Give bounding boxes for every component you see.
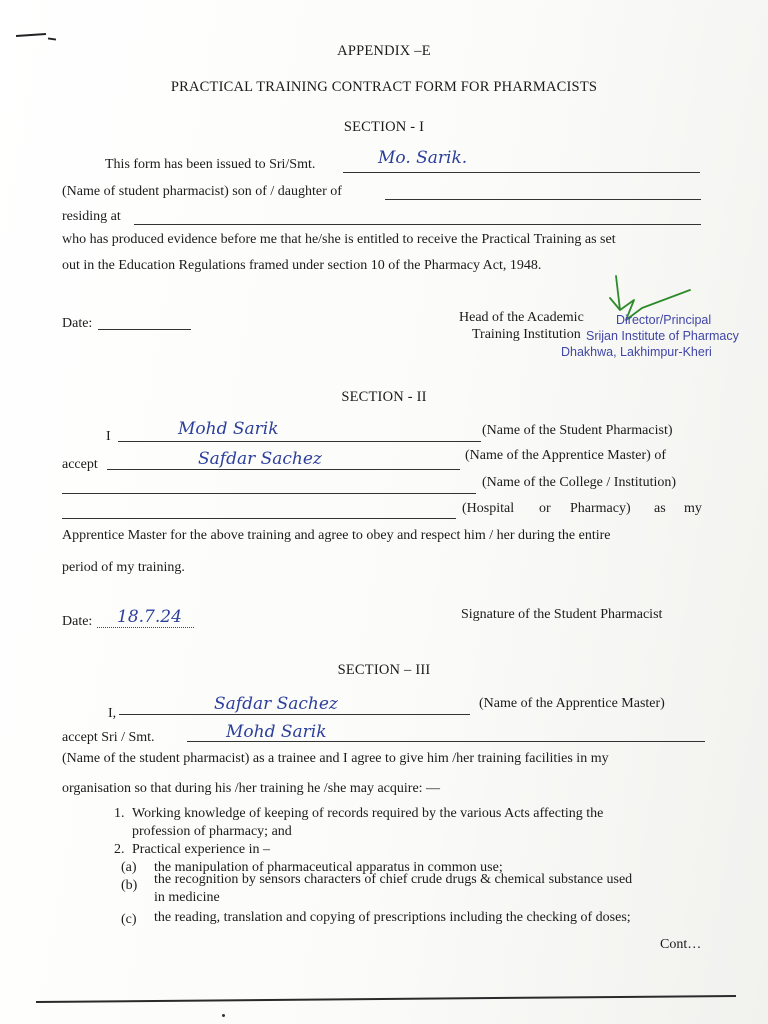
form-title: PRACTICAL TRAINING CONTRACT FORM FOR PHARMACISTS: [170, 79, 598, 95]
apprentice-text-line-2: period of my training.: [62, 560, 185, 575]
section-3-master-handwriting: Safdar Sachez: [214, 694, 338, 714]
item-1-number: 1.: [114, 806, 125, 821]
college-suffix: (Name of the College / Institution): [482, 475, 677, 490]
section-2-date-label: Date:: [62, 614, 93, 629]
section-3-heading: SECTION – III: [337, 662, 431, 678]
apprentice-master-line: [107, 469, 460, 470]
sub-item-c-label: (c): [121, 912, 137, 927]
stamp-line-3: Dhakhwa, Lakhimpur-Kheri: [561, 345, 712, 359]
stamp-line-2: Srijan Institute of Pharmacy: [586, 329, 739, 343]
sub-item-b-line-1: the recognition by sensors characters of chief crude drugs & chemical substance used: [154, 872, 633, 887]
section-1-date-label: Date:: [62, 316, 93, 331]
sub-item-a-label: (a): [121, 860, 137, 875]
item-1-line-2: profession of pharmacy; and: [132, 824, 292, 839]
section-2-i-label: I: [106, 429, 111, 444]
student-name-handwriting: Mohd Sarik: [178, 419, 279, 439]
sub-item-b-label: (b): [121, 878, 138, 893]
head-institution-line-2: Training Institution: [472, 327, 581, 342]
section-3-master-suffix: (Name of the Apprentice Master): [479, 696, 665, 711]
trainee-text-line-2: organisation so that during his /her training he /she may acquire: —: [62, 781, 441, 796]
scan-mark: [48, 37, 56, 40]
issued-to-line: [343, 172, 700, 173]
residing-line: [134, 224, 701, 225]
section-1-heading: SECTION - I: [343, 119, 425, 135]
hospital-word-4: as: [654, 501, 666, 516]
student-name-line: [118, 441, 481, 442]
section-2-heading: SECTION - II: [341, 389, 427, 405]
student-signature-label: Signature of the Student Pharmacist: [461, 607, 663, 622]
trainee-text-line-1: (Name of the student pharmacist) as a trainee and I agree to give him /her training facilities in my: [62, 751, 609, 766]
accept-label: accept: [62, 457, 98, 472]
scan-mark: [222, 1014, 225, 1017]
item-1-line-1: Working knowledge of keeping of records required by the various Acts affecting the: [132, 806, 604, 821]
section-1-date-line: [98, 329, 191, 330]
item-2-number: 2.: [114, 842, 125, 857]
trainee-name-handwriting: Mohd Sarik: [226, 722, 327, 742]
student-name-suffix: (Name of the Student Pharmacist): [482, 423, 673, 438]
apprentice-master-suffix: (Name of the Apprentice Master) of: [465, 448, 666, 463]
hospital-word-1: (Hospital: [462, 501, 515, 516]
head-institution-line-1: Head of the Academic: [459, 310, 584, 325]
section-3-i-label: I,: [108, 706, 117, 721]
apprentice-master-handwriting: Safdar Sachez: [198, 449, 322, 469]
sub-item-b-line-2: in medicine: [154, 890, 220, 905]
accept-sri-smt-label: accept Sri / Smt.: [62, 730, 155, 745]
stamp-line-1: Director/Principal: [616, 313, 712, 327]
hospital-word-3: Pharmacy): [570, 501, 631, 516]
apprentice-text-line-1: Apprentice Master for the above training and agree to obey and respect him / her during the entire: [62, 528, 611, 543]
residing-label: residing at: [62, 209, 121, 224]
sub-item-c-text: the reading, translation and copying of prescriptions including the checking of doses;: [154, 910, 631, 925]
hospital-line: [62, 518, 456, 519]
section-2-date-line: [97, 627, 194, 628]
section-2-date-handwriting: 18.7.24: [117, 607, 182, 627]
scan-mark: [16, 33, 46, 37]
appendix-label: APPENDIX –E: [337, 43, 431, 59]
issued-to-handwriting: Mo. Sarik.: [378, 148, 468, 168]
section-3-master-line: [119, 714, 470, 715]
bottom-rule: [36, 995, 736, 1003]
parent-name-line: [385, 199, 701, 200]
evidence-text-line-2: out in the Education Regulations framed under section 10 of the Pharmacy Act, 1948.: [62, 258, 542, 273]
college-line: [62, 493, 476, 494]
issued-to-label: This form has been issued to Sri/Smt.: [105, 157, 316, 172]
item-2-text: Practical experience in –: [132, 842, 270, 857]
sub-item-a-text: the manipulation of pharmaceutical apparatus in common use;: [154, 860, 503, 875]
continued-label: Cont…: [660, 937, 702, 952]
hospital-word-5: my: [684, 501, 702, 516]
hospital-word-2: or: [539, 501, 551, 516]
evidence-text-line-1: who has produced evidence before me that he/she is entitled to receive the Practical Training as set: [62, 232, 616, 247]
student-name-label: (Name of student pharmacist) son of / daughter of: [62, 184, 342, 199]
